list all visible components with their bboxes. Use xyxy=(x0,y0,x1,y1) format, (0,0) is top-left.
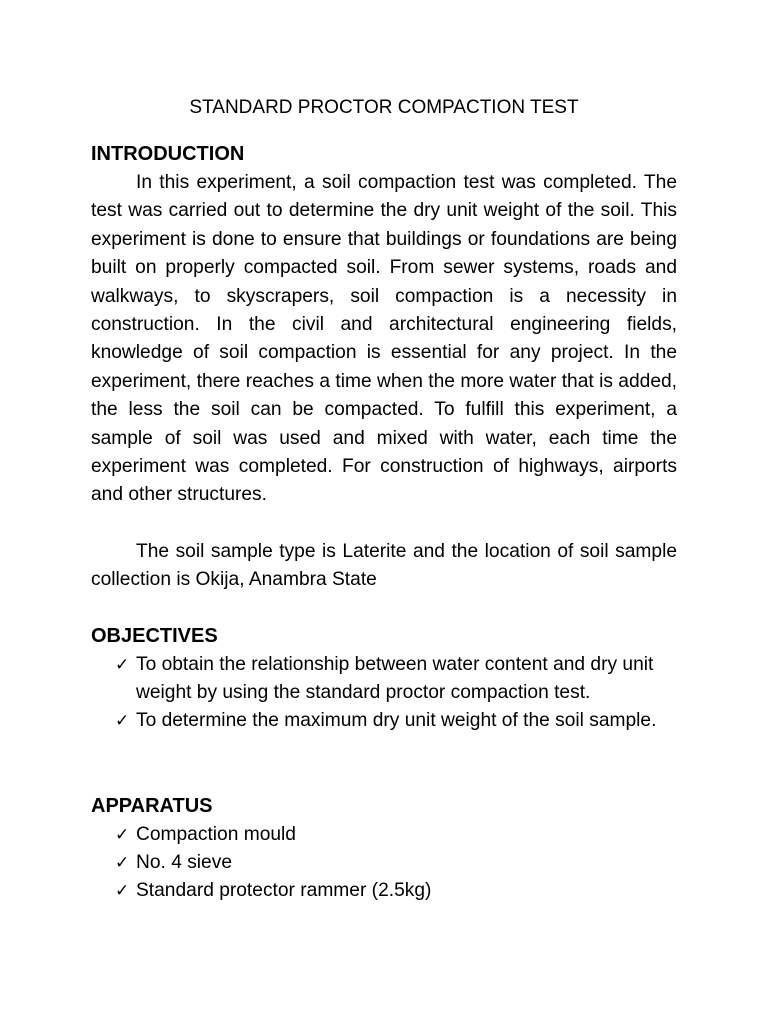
document-title: STANDARD PROCTOR COMPACTION TEST xyxy=(189,97,579,118)
sample-info-paragraph: The soil sample type is Laterite and the location of soil sample collection is Okija, Anambra State xyxy=(91,541,677,591)
objectives-heading: OBJECTIVES xyxy=(91,625,218,647)
check-icon: ✓ xyxy=(115,825,130,845)
objective-text: To obtain the relationship between water content and dry unit weight by using the standard proctor compaction test. xyxy=(136,654,654,704)
objective-item xyxy=(91,651,677,707)
objectives-list xyxy=(91,651,677,736)
apparatus-item xyxy=(91,877,677,905)
check-icon: ✓ xyxy=(115,853,130,874)
check-icon: ✓ xyxy=(115,711,130,732)
apparatus-list xyxy=(91,821,677,906)
apparatus-text: No. 4 sieve xyxy=(136,852,232,874)
apparatus-text: Standard protector rammer (2.5kg) xyxy=(136,880,432,902)
apparatus-item xyxy=(91,821,677,849)
apparatus-item xyxy=(91,849,677,877)
introduction-heading: INTRODUCTION xyxy=(91,143,245,165)
objective-item xyxy=(91,707,677,735)
objective-text: To determine the maximum dry unit weight of the soil sample. xyxy=(136,710,657,732)
apparatus-heading: APPARATUS xyxy=(91,795,213,817)
check-icon: ✓ xyxy=(115,655,130,675)
check-icon: ✓ xyxy=(115,881,130,902)
apparatus-text: Compaction mould xyxy=(136,824,296,845)
document-page xyxy=(91,0,677,1024)
introduction-paragraph: In this experiment, a soil compaction test was completed. The test was carried out to determine the dry unit weight of the soil. This experiment is done to ensure that buildings or foundations are being built on properly compacted soil. From sewer systems, roads and walkways, to skyscrapers, soil compaction is a necessity in construction. In the civil and architectural engineering fields, knowledge of soil compaction is essential for any project. In the experiment, there reaches a time when the more water that is added, the less the soil can be compacted. To fulfill this experiment, a sample of soil was used and mixed with water, each time the experiment was completed. For construction of highways, airports and other structures. xyxy=(91,172,677,506)
